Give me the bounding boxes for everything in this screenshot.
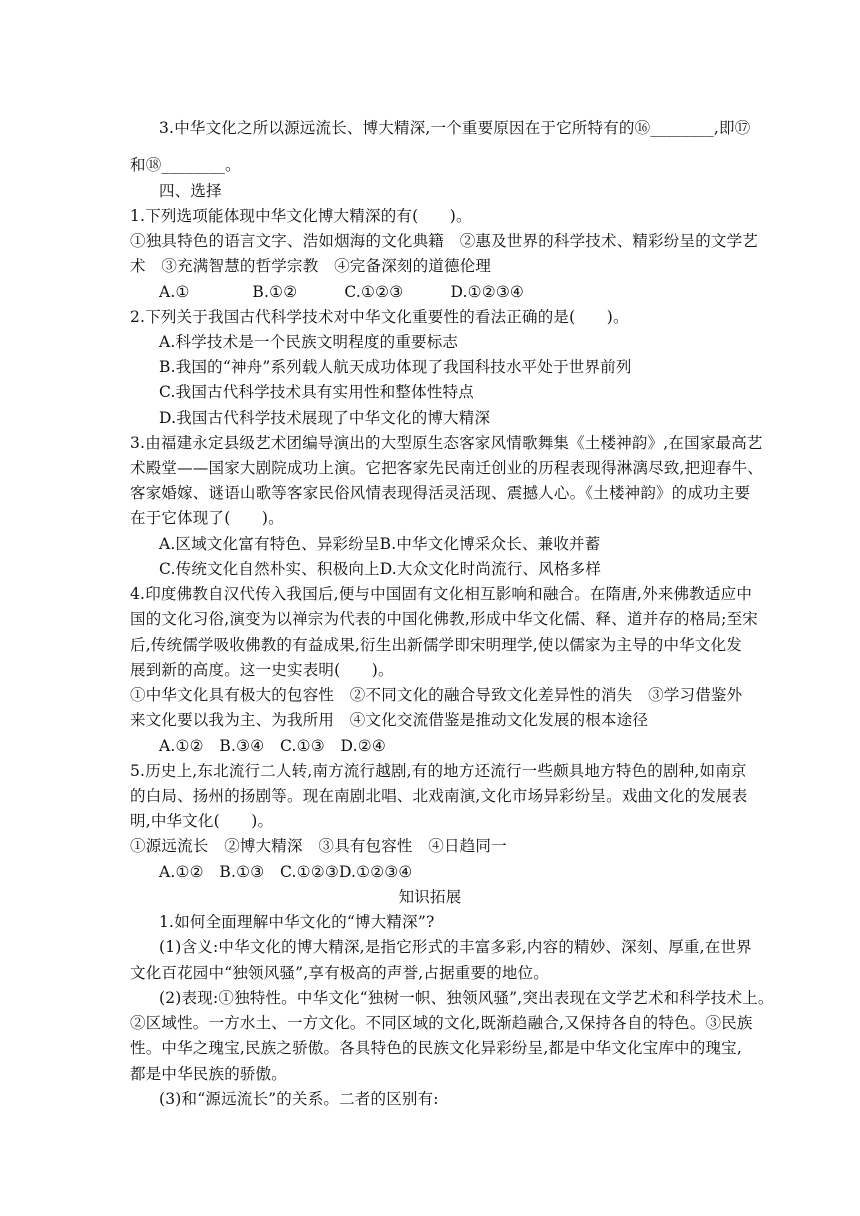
section-heading-knowledge-extension: 知识拓展 — [398, 888, 462, 906]
choice-q2-option-a: A.科学技术是一个民族文明程度的重要标志 — [159, 333, 459, 351]
question-3-fill-blank-line2: 和⑱________。 — [130, 156, 241, 174]
choice-q1-options: A.① B.①② C.①②③ D.①②③④ — [159, 283, 525, 301]
choice-q5-stem-line2: 的白局、扬州的扬剧等。现在南剧北唱、北戏南演,文化市场异彩纷呈。戏曲文化的发展表 — [130, 787, 748, 805]
choice-q1-statements-line1: ①独具特色的语言文字、浩如烟海的文化典籍 ②惠及世界的科学技术、精彩纷呈的文学艺 — [130, 232, 759, 250]
choice-q2-option-d: D.我国古代科学技术展现了中华文化的博大精深 — [159, 409, 491, 427]
choice-q3-stem-line2: 术殿堂——国家大剧院成功上演。它把客家先民南迁创业的历程表现得淋漓尽致,把迎春牛、 — [130, 459, 764, 477]
choice-q4-stem-line4: 展到新的高度。这一史实表明( )。 — [130, 661, 394, 679]
extension-relation-line1: (3)和“源远流长”的关系。二者的区别有: — [159, 1090, 439, 1108]
choice-q4-statements-line2: 来文化要以我为主、为我所用 ④文化交流借鉴是推动文化发展的根本途径 — [130, 711, 649, 729]
extension-q1-title: 1.如何全面理解中华文化的“博大精深”? — [159, 913, 435, 931]
choice-q4-statements-line1: ①中华文化具有极大的包容性 ②不同文化的融合导致文化差异性的消失 ③学习借鉴外 — [130, 686, 743, 704]
extension-manifestation-line3: 性。中华之瑰宝,民族之骄傲。各具特色的民族文化异彩纷呈,都是中华文化宝库中的瑰宝, — [130, 1039, 742, 1057]
choice-q5-statements: ①源远流长 ②博大精深 ③具有包容性 ④日趋同一 — [130, 837, 507, 855]
choice-q5-options: A.①② B.①③ C.①②③D.①②③④ — [159, 863, 413, 881]
choice-q2-option-b: B.我国的“神舟”系列载人航天成功体现了我国科技水平处于世界前列 — [159, 358, 632, 376]
extension-manifestation-line4: 都是中华民族的骄傲。 — [130, 1065, 288, 1083]
choice-q1-stem: 1.下列选项能体现中华文化博大精深的有( )。 — [130, 207, 472, 225]
choice-q3-stem-line3: 客家婚嫁、谜语山歌等客家民俗风情表现得活灵活现、震撼人心。《土楼神韵》的成功主要 — [130, 484, 751, 502]
choice-q1-statements-line2: 术 ③充满智慧的哲学宗教 ④完备深刻的道德伦理 — [130, 257, 492, 275]
choice-q3-stem-line1: 3.由福建永定县级艺术团编导演出的大型原生态客家风情歌舞集《土楼神韵》,在国家最高艺 — [130, 434, 763, 452]
choice-q4-options: A.①② B.③④ C.①③ D.②④ — [159, 737, 386, 755]
choice-q4-stem-line1: 4.印度佛教自汉代传入我国后,便与中国固有文化相互影响和融合。在隋唐,外来佛教适应中 — [130, 585, 753, 603]
choice-q4-stem-line3: 后,传统儒学吸收佛教的有益成果,衍生出新儒学即宋明理学,使以儒家为主导的中华文化发 — [130, 636, 742, 654]
choice-q3-options-ab: A.区域文化富有特色、异彩纷呈B.中华文化博采众长、兼收并蓄 — [159, 535, 601, 553]
choice-q4-stem-line2: 国的文化习俗,演变为以禅宗为代表的中国化佛教,形成中华文化儒、释、道并存的格局;至宋 — [130, 610, 758, 628]
question-3-fill-blank-line1: 3.中华文化之所以源远流长、博大精深,一个重要原因在于它所特有的⑯________,即⑰ — [159, 119, 751, 137]
extension-manifestation-line1: (2)表现:①独特性。中华文化“独树一帜、独领风骚”,突出表现在文学艺术和科学技术上。 — [159, 989, 774, 1007]
extension-meaning-line2: 文化百花园中“独领风骚”,享有极高的声誉,占据重要的地位。 — [130, 964, 550, 982]
section-heading-choice: 四、选择 — [159, 182, 222, 200]
choice-q3-options-cd: C.传统文化自然朴实、积极向上D.大众文化时尚流行、风格多样 — [159, 560, 602, 578]
extension-meaning-line1: (1)含义:中华文化的博大精深,是指它形式的丰富多彩,内容的精妙、深刻、厚重,在世界 — [159, 938, 752, 956]
extension-manifestation-line2: ②区域性。一方水土、一方文化。不同区域的文化,既渐趋融合,又保持各自的特色。③民族 — [130, 1014, 753, 1032]
choice-q2-stem: 2.下列关于我国古代科学技术对中华文化重要性的看法正确的是( )。 — [130, 308, 629, 326]
choice-q3-stem-line4: 在于它体现了( )。 — [130, 509, 284, 527]
choice-q2-option-c: C.我国古代科学技术具有实用性和整体性特点 — [159, 383, 474, 401]
choice-q5-stem-line1: 5.历史上,东北流行二人转,南方流行越剧,有的地方还流行一些颇具地方特色的剧种,如南京 — [130, 762, 747, 780]
choice-q5-stem-line3: 明,中华文化( )。 — [130, 812, 274, 830]
